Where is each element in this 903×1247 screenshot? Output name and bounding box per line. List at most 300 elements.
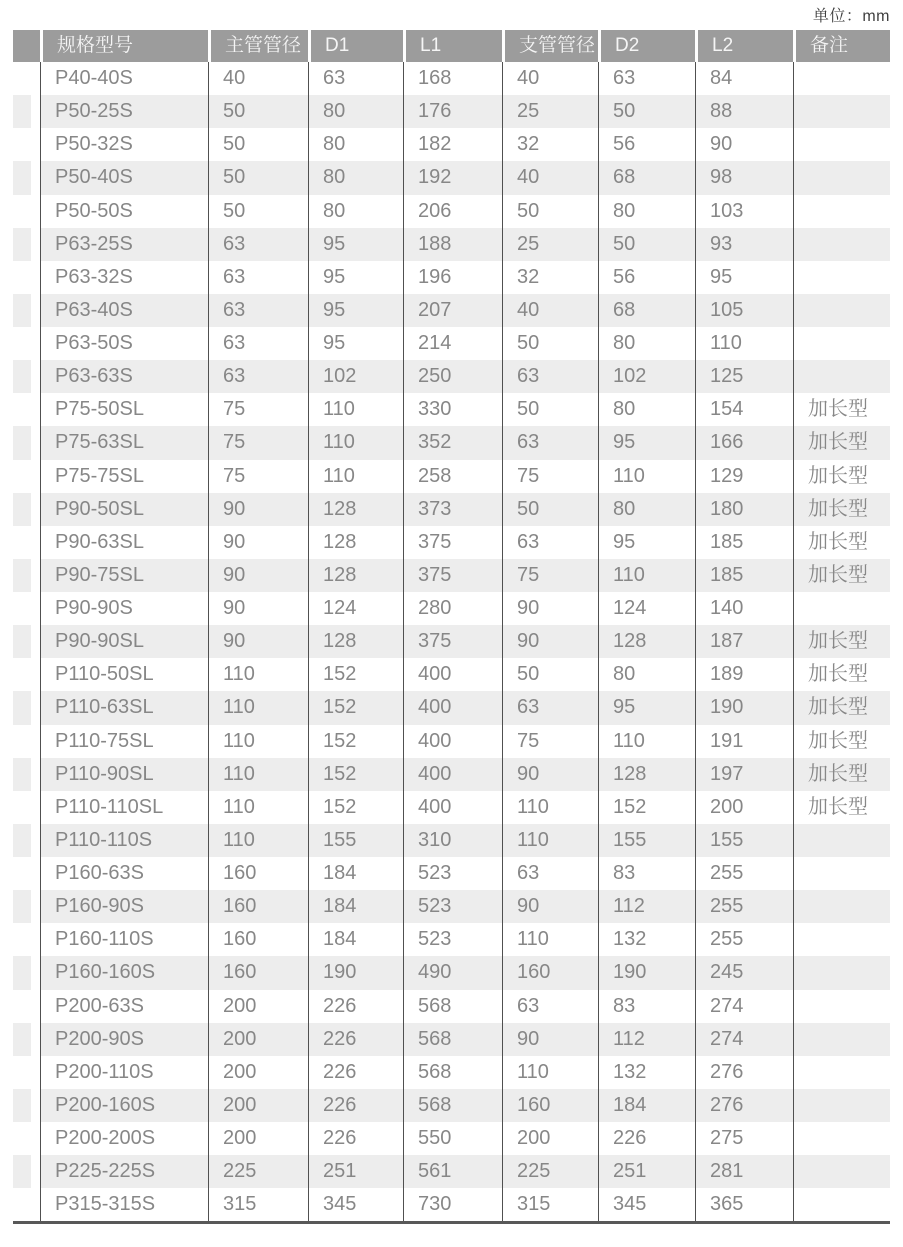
cell-remark [793, 95, 890, 128]
cell-d2: 251 [598, 1155, 695, 1188]
cell-remark [793, 1056, 890, 1089]
cell-d2: 128 [598, 758, 695, 791]
cell-model: P63-40S [40, 294, 208, 327]
cell-main-diameter: 200 [208, 1023, 308, 1056]
cell-branch-diameter: 25 [502, 228, 598, 261]
cell-branch-diameter: 50 [502, 393, 598, 426]
cell-l1: 400 [403, 725, 502, 758]
row-spacer-cell [13, 161, 40, 194]
cell-d2: 80 [598, 195, 695, 228]
cell-l1: 400 [403, 791, 502, 824]
cell-l1: 310 [403, 824, 502, 857]
cell-d2: 80 [598, 393, 695, 426]
cell-d1: 226 [308, 1056, 403, 1089]
cell-branch-diameter: 32 [502, 128, 598, 161]
cell-d2: 50 [598, 95, 695, 128]
cell-d2: 80 [598, 327, 695, 360]
cell-main-diameter: 225 [208, 1155, 308, 1188]
cell-d2: 190 [598, 956, 695, 989]
header-spacer-cell [13, 30, 40, 62]
cell-remark [793, 1089, 890, 1122]
cell-main-diameter: 50 [208, 95, 308, 128]
cell-main-diameter: 90 [208, 592, 308, 625]
cell-d1: 152 [308, 791, 403, 824]
cell-remark [793, 1188, 890, 1221]
table-row [13, 725, 890, 758]
cell-d2: 95 [598, 691, 695, 724]
cell-main-diameter: 75 [208, 426, 308, 459]
row-spacer-cell [13, 294, 40, 327]
table-row [13, 691, 890, 724]
cell-main-diameter: 40 [208, 62, 308, 95]
cell-d1: 251 [308, 1155, 403, 1188]
cell-l2: 84 [695, 62, 793, 95]
row-spacer-cell [13, 95, 40, 128]
cell-l2: 90 [695, 128, 793, 161]
table-row [13, 625, 890, 658]
cell-branch-diameter: 90 [502, 1023, 598, 1056]
row-spacer-cell [13, 460, 40, 493]
cell-l1: 523 [403, 857, 502, 890]
cell-d2: 110 [598, 559, 695, 592]
cell-l1: 550 [403, 1122, 502, 1155]
cell-main-diameter: 200 [208, 1122, 308, 1155]
row-spacer-cell [13, 923, 40, 956]
cell-d1: 102 [308, 360, 403, 393]
cell-model: P160-160S [40, 956, 208, 989]
cell-l2: 154 [695, 393, 793, 426]
cell-remark: 加长型 [793, 526, 890, 559]
cell-model: P160-63S [40, 857, 208, 890]
cell-remark: 加长型 [793, 493, 890, 526]
cell-remark: 加长型 [793, 725, 890, 758]
cell-l1: 730 [403, 1188, 502, 1221]
cell-remark [793, 1155, 890, 1188]
cell-d1: 152 [308, 658, 403, 691]
cell-model: P50-25S [40, 95, 208, 128]
cell-l1: 258 [403, 460, 502, 493]
cell-branch-diameter: 25 [502, 95, 598, 128]
cell-main-diameter: 160 [208, 890, 308, 923]
cell-l1: 400 [403, 658, 502, 691]
row-spacer-cell [13, 725, 40, 758]
cell-l2: 245 [695, 956, 793, 989]
cell-remark [793, 592, 890, 625]
cell-l2: 255 [695, 890, 793, 923]
cell-main-diameter: 75 [208, 393, 308, 426]
cell-main-diameter: 110 [208, 758, 308, 791]
cell-d1: 226 [308, 990, 403, 1023]
cell-d1: 80 [308, 128, 403, 161]
cell-l1: 568 [403, 1023, 502, 1056]
row-spacer-cell [13, 1023, 40, 1056]
table-row [13, 261, 890, 294]
table-row [13, 758, 890, 791]
cell-main-diameter: 160 [208, 923, 308, 956]
cell-d1: 80 [308, 95, 403, 128]
row-spacer-cell [13, 327, 40, 360]
cell-d1: 155 [308, 824, 403, 857]
cell-main-diameter: 63 [208, 327, 308, 360]
cell-d1: 95 [308, 261, 403, 294]
cell-l2: 166 [695, 426, 793, 459]
cell-branch-diameter: 63 [502, 426, 598, 459]
cell-l1: 214 [403, 327, 502, 360]
cell-d2: 56 [598, 128, 695, 161]
cell-model: P50-32S [40, 128, 208, 161]
row-spacer-cell [13, 857, 40, 890]
cell-d1: 128 [308, 526, 403, 559]
cell-model: P110-90SL [40, 758, 208, 791]
cell-d1: 226 [308, 1089, 403, 1122]
cell-l2: 105 [695, 294, 793, 327]
cell-d1: 128 [308, 625, 403, 658]
cell-remark [793, 1122, 890, 1155]
row-spacer-cell [13, 426, 40, 459]
cell-model: P63-50S [40, 327, 208, 360]
cell-l2: 155 [695, 824, 793, 857]
table-row [13, 327, 890, 360]
cell-d2: 63 [598, 62, 695, 95]
cell-remark: 加长型 [793, 625, 890, 658]
cell-l1: 188 [403, 228, 502, 261]
cell-branch-diameter: 50 [502, 658, 598, 691]
cell-l1: 176 [403, 95, 502, 128]
cell-d2: 128 [598, 625, 695, 658]
cell-branch-diameter: 160 [502, 956, 598, 989]
row-spacer-cell [13, 261, 40, 294]
row-spacer-cell [13, 625, 40, 658]
cell-d1: 152 [308, 725, 403, 758]
cell-remark [793, 956, 890, 989]
cell-l2: 197 [695, 758, 793, 791]
cell-l1: 250 [403, 360, 502, 393]
cell-model: P63-25S [40, 228, 208, 261]
cell-remark [793, 195, 890, 228]
table-row [13, 95, 890, 128]
cell-model: P110-110SL [40, 791, 208, 824]
cell-d1: 110 [308, 460, 403, 493]
cell-l2: 365 [695, 1188, 793, 1221]
cell-main-diameter: 90 [208, 493, 308, 526]
cell-l1: 280 [403, 592, 502, 625]
cell-model: P160-110S [40, 923, 208, 956]
cell-l2: 95 [695, 261, 793, 294]
cell-branch-diameter: 63 [502, 526, 598, 559]
cell-l1: 207 [403, 294, 502, 327]
cell-branch-diameter: 90 [502, 625, 598, 658]
cell-main-diameter: 50 [208, 128, 308, 161]
table-row [13, 195, 890, 228]
row-spacer-cell [13, 691, 40, 724]
cell-l1: 568 [403, 1089, 502, 1122]
cell-l2: 98 [695, 161, 793, 194]
cell-l2: 255 [695, 923, 793, 956]
cell-l2: 125 [695, 360, 793, 393]
cell-l2: 129 [695, 460, 793, 493]
cell-remark: 加长型 [793, 691, 890, 724]
cell-model: P110-75SL [40, 725, 208, 758]
cell-model: P50-40S [40, 161, 208, 194]
row-spacer-cell [13, 956, 40, 989]
cell-d1: 95 [308, 294, 403, 327]
cell-main-diameter: 110 [208, 824, 308, 857]
row-spacer-cell [13, 1122, 40, 1155]
cell-d1: 95 [308, 228, 403, 261]
column-header-branch-diameter: 支管管径 [502, 30, 598, 62]
cell-model: P63-63S [40, 360, 208, 393]
cell-branch-diameter: 75 [502, 725, 598, 758]
table-row [13, 128, 890, 161]
cell-l1: 373 [403, 493, 502, 526]
cell-d2: 80 [598, 658, 695, 691]
cell-main-diameter: 110 [208, 658, 308, 691]
table-row [13, 426, 890, 459]
cell-d2: 110 [598, 460, 695, 493]
table-row [13, 228, 890, 261]
cell-d2: 155 [598, 824, 695, 857]
row-spacer-cell [13, 1056, 40, 1089]
cell-remark: 加长型 [793, 791, 890, 824]
cell-remark [793, 1023, 890, 1056]
cell-main-diameter: 90 [208, 559, 308, 592]
cell-branch-diameter: 90 [502, 890, 598, 923]
cell-l1: 523 [403, 923, 502, 956]
table-row [13, 956, 890, 989]
table-row [13, 658, 890, 691]
cell-branch-diameter: 110 [502, 791, 598, 824]
cell-d1: 124 [308, 592, 403, 625]
cell-remark [793, 360, 890, 393]
cell-d1: 128 [308, 559, 403, 592]
table-row [13, 1056, 890, 1089]
cell-branch-diameter: 63 [502, 990, 598, 1023]
cell-branch-diameter: 110 [502, 1056, 598, 1089]
cell-d2: 80 [598, 493, 695, 526]
cell-l2: 275 [695, 1122, 793, 1155]
cell-l1: 196 [403, 261, 502, 294]
table-row [13, 592, 890, 625]
cell-main-diameter: 90 [208, 526, 308, 559]
cell-main-diameter: 110 [208, 725, 308, 758]
cell-remark: 加长型 [793, 393, 890, 426]
cell-main-diameter: 63 [208, 261, 308, 294]
cell-branch-diameter: 63 [502, 360, 598, 393]
cell-d1: 184 [308, 857, 403, 890]
cell-d2: 83 [598, 857, 695, 890]
cell-main-diameter: 200 [208, 1056, 308, 1089]
cell-d2: 226 [598, 1122, 695, 1155]
cell-d2: 132 [598, 923, 695, 956]
table-row [13, 526, 890, 559]
cell-d2: 184 [598, 1089, 695, 1122]
cell-l1: 168 [403, 62, 502, 95]
cell-d1: 152 [308, 691, 403, 724]
cell-l2: 140 [695, 592, 793, 625]
row-spacer-cell [13, 62, 40, 95]
cell-d2: 83 [598, 990, 695, 1023]
cell-model: P160-90S [40, 890, 208, 923]
cell-branch-diameter: 50 [502, 493, 598, 526]
cell-branch-diameter: 50 [502, 195, 598, 228]
cell-branch-diameter: 40 [502, 62, 598, 95]
cell-l2: 281 [695, 1155, 793, 1188]
cell-remark [793, 890, 890, 923]
table-row [13, 62, 890, 95]
cell-branch-diameter: 40 [502, 161, 598, 194]
column-header-main-diameter: 主管管径 [208, 30, 308, 62]
cell-l1: 561 [403, 1155, 502, 1188]
row-spacer-cell [13, 228, 40, 261]
cell-d2: 50 [598, 228, 695, 261]
cell-l2: 191 [695, 725, 793, 758]
table-row [13, 493, 890, 526]
cell-model: P40-40S [40, 62, 208, 95]
table-row [13, 559, 890, 592]
table-row [13, 161, 890, 194]
table-row [13, 1089, 890, 1122]
cell-model: P200-63S [40, 990, 208, 1023]
row-spacer-cell [13, 1089, 40, 1122]
table-row [13, 1023, 890, 1056]
cell-l1: 330 [403, 393, 502, 426]
cell-l1: 400 [403, 758, 502, 791]
column-header-l1: L1 [403, 30, 502, 62]
cell-main-diameter: 50 [208, 195, 308, 228]
cell-d1: 110 [308, 393, 403, 426]
cell-d1: 226 [308, 1023, 403, 1056]
row-spacer-cell [13, 1155, 40, 1188]
cell-l1: 192 [403, 161, 502, 194]
cell-d2: 102 [598, 360, 695, 393]
cell-branch-diameter: 160 [502, 1089, 598, 1122]
cell-model: P63-32S [40, 261, 208, 294]
cell-branch-diameter: 225 [502, 1155, 598, 1188]
cell-l2: 190 [695, 691, 793, 724]
column-header-d1: D1 [308, 30, 403, 62]
row-spacer-cell [13, 990, 40, 1023]
cell-d2: 112 [598, 1023, 695, 1056]
cell-remark: 加长型 [793, 460, 890, 493]
cell-model: P50-50S [40, 195, 208, 228]
cell-remark [793, 62, 890, 95]
cell-branch-diameter: 110 [502, 923, 598, 956]
cell-branch-diameter: 90 [502, 592, 598, 625]
table-bottom-rule [13, 1221, 890, 1224]
cell-l2: 274 [695, 1023, 793, 1056]
cell-d1: 184 [308, 923, 403, 956]
cell-d1: 190 [308, 956, 403, 989]
cell-d2: 345 [598, 1188, 695, 1221]
table-row [13, 923, 890, 956]
cell-main-diameter: 110 [208, 691, 308, 724]
cell-branch-diameter: 110 [502, 824, 598, 857]
cell-model: P200-90S [40, 1023, 208, 1056]
row-spacer-cell [13, 128, 40, 161]
cell-d1: 95 [308, 327, 403, 360]
cell-main-diameter: 63 [208, 294, 308, 327]
cell-l2: 255 [695, 857, 793, 890]
cell-l2: 276 [695, 1056, 793, 1089]
cell-model: P110-63SL [40, 691, 208, 724]
cell-main-diameter: 50 [208, 161, 308, 194]
cell-l2: 187 [695, 625, 793, 658]
column-header-remark: 备注 [793, 30, 890, 62]
column-header-d2: D2 [598, 30, 695, 62]
cell-remark: 加长型 [793, 758, 890, 791]
cell-remark: 加长型 [793, 559, 890, 592]
cell-l2: 180 [695, 493, 793, 526]
cell-l2: 200 [695, 791, 793, 824]
row-spacer-cell [13, 791, 40, 824]
cell-remark [793, 327, 890, 360]
table-row [13, 857, 890, 890]
row-spacer-cell [13, 758, 40, 791]
cell-remark [793, 161, 890, 194]
cell-main-diameter: 315 [208, 1188, 308, 1221]
cell-l2: 274 [695, 990, 793, 1023]
cell-remark: 加长型 [793, 426, 890, 459]
cell-l1: 352 [403, 426, 502, 459]
cell-branch-diameter: 63 [502, 857, 598, 890]
cell-main-diameter: 200 [208, 1089, 308, 1122]
cell-l2: 88 [695, 95, 793, 128]
cell-d2: 152 [598, 791, 695, 824]
unit-label: 单位：mm [812, 8, 890, 25]
cell-d2: 95 [598, 526, 695, 559]
cell-l1: 375 [403, 559, 502, 592]
cell-d1: 184 [308, 890, 403, 923]
cell-branch-diameter: 75 [502, 460, 598, 493]
cell-branch-diameter: 50 [502, 327, 598, 360]
cell-model: P75-50SL [40, 393, 208, 426]
table-row [13, 824, 890, 857]
cell-l2: 103 [695, 195, 793, 228]
cell-model: P200-200S [40, 1122, 208, 1155]
cell-l2: 110 [695, 327, 793, 360]
cell-d2: 132 [598, 1056, 695, 1089]
cell-l2: 189 [695, 658, 793, 691]
cell-l1: 182 [403, 128, 502, 161]
cell-l1: 375 [403, 526, 502, 559]
cell-model: P90-63SL [40, 526, 208, 559]
row-spacer-cell [13, 195, 40, 228]
cell-branch-diameter: 63 [502, 691, 598, 724]
table-row [13, 1188, 890, 1221]
cell-d2: 68 [598, 161, 695, 194]
cell-model: P110-110S [40, 824, 208, 857]
table-row [13, 460, 890, 493]
cell-model: P200-110S [40, 1056, 208, 1089]
table-row [13, 990, 890, 1023]
cell-remark [793, 261, 890, 294]
cell-branch-diameter: 315 [502, 1188, 598, 1221]
cell-l1: 568 [403, 1056, 502, 1089]
cell-model: P315-315S [40, 1188, 208, 1221]
cell-d1: 80 [308, 195, 403, 228]
table-row [13, 1122, 890, 1155]
table-row [13, 791, 890, 824]
table-row [13, 360, 890, 393]
cell-model: P90-75SL [40, 559, 208, 592]
table-row [13, 1155, 890, 1188]
row-spacer-cell [13, 592, 40, 625]
cell-d2: 95 [598, 426, 695, 459]
row-spacer-cell [13, 360, 40, 393]
cell-l1: 400 [403, 691, 502, 724]
cell-main-diameter: 200 [208, 990, 308, 1023]
spec-table [13, 30, 890, 1224]
